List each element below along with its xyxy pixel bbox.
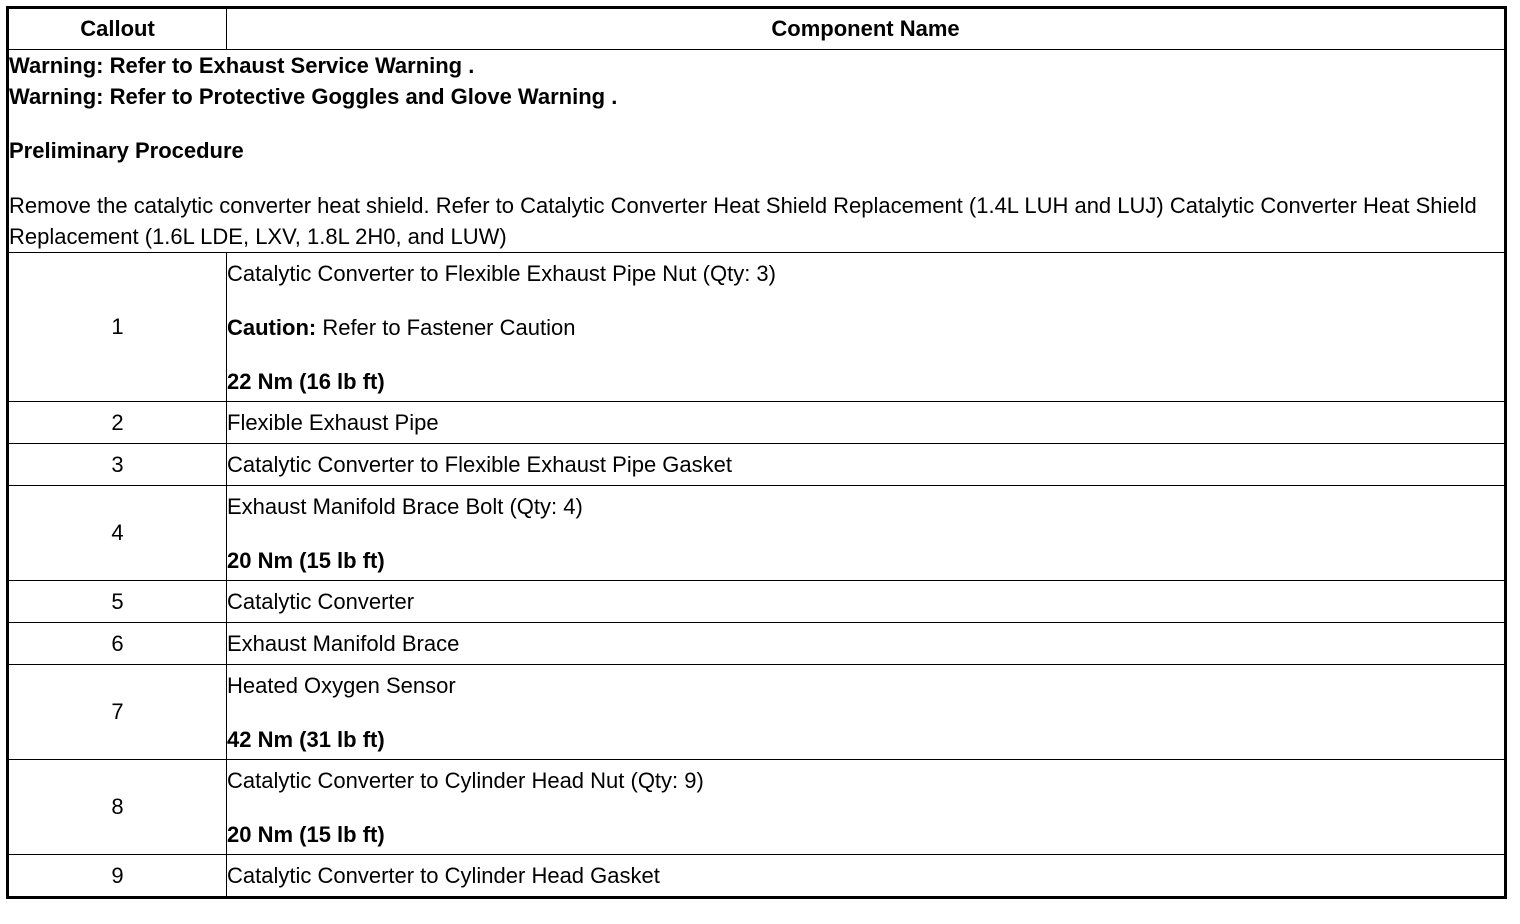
- component-name: Exhaust Manifold Brace: [227, 623, 1506, 665]
- torque-spec: 42 Nm (31 lb ft): [227, 727, 385, 752]
- torque-spec: 20 Nm (15 lb ft): [227, 822, 385, 847]
- callout-number: 8: [8, 760, 227, 855]
- component-name: Heated Oxygen Sensor: [227, 673, 456, 698]
- table-row: [8, 760, 1506, 855]
- torque-spec: 22 Nm (16 lb ft): [227, 369, 385, 394]
- table-row: [8, 623, 1506, 665]
- component-name: Catalytic Converter to Flexible Exhaust Pipe Nut (Qty: 3): [227, 261, 776, 286]
- callout-number: 2: [8, 402, 227, 444]
- component-name: Catalytic Converter to Cylinder Head Gasket: [227, 855, 1506, 898]
- table-row: [8, 855, 1506, 898]
- table-row: [8, 402, 1506, 444]
- callout-number: 9: [8, 855, 227, 898]
- header-component-name: Component Name: [227, 8, 1506, 50]
- callout-number: 7: [8, 665, 227, 760]
- component-name: Exhaust Manifold Brace Bolt (Qty: 4): [227, 494, 583, 519]
- preliminary-procedure-title: Preliminary Procedure: [9, 138, 244, 163]
- goggles-glove-warning: Warning: Refer to Protective Goggles and Glove Warning .: [9, 84, 618, 109]
- callout-number: 3: [8, 444, 227, 486]
- caution-line: [227, 313, 1504, 343]
- component-cell: [227, 665, 1506, 760]
- table-row: [8, 253, 1506, 402]
- caution-label: Caution:: [227, 315, 317, 340]
- component-cell: [227, 486, 1506, 581]
- component-name: Catalytic Converter to Flexible Exhaust Pipe Gasket: [227, 444, 1506, 486]
- header-row: [8, 8, 1506, 50]
- component-cell: [227, 760, 1506, 855]
- callout-number: 5: [8, 581, 227, 623]
- notes-cell: [8, 50, 1506, 253]
- table-row: [8, 581, 1506, 623]
- callout-number: 1: [8, 253, 227, 402]
- callout-table: [6, 6, 1507, 899]
- callout-number: 4: [8, 486, 227, 581]
- component-cell: [227, 253, 1506, 402]
- torque-spec: 20 Nm (15 lb ft): [227, 548, 385, 573]
- table-row: [8, 665, 1506, 760]
- table-row: [8, 444, 1506, 486]
- table-row: [8, 486, 1506, 581]
- preliminary-procedure-text: Remove the catalytic converter heat shield. Refer to Catalytic Converter Heat Shield Replacement (1.4L LUH and LUJ) Catalytic Converter Heat Shield Replacement (1.6L LDE, LXV, 1.8L 2H0, and LUW): [9, 193, 1477, 249]
- exhaust-service-warning: Warning: Refer to Exhaust Service Warning .: [9, 53, 475, 78]
- component-name: Catalytic Converter: [227, 581, 1506, 623]
- header-callout: Callout: [8, 8, 227, 50]
- component-name: Flexible Exhaust Pipe: [227, 402, 1506, 444]
- component-name: Catalytic Converter to Cylinder Head Nut (Qty: 9): [227, 768, 704, 793]
- caution-text: Refer to Fastener Caution: [316, 315, 576, 340]
- notes-row: [8, 50, 1506, 253]
- callout-number: 6: [8, 623, 227, 665]
